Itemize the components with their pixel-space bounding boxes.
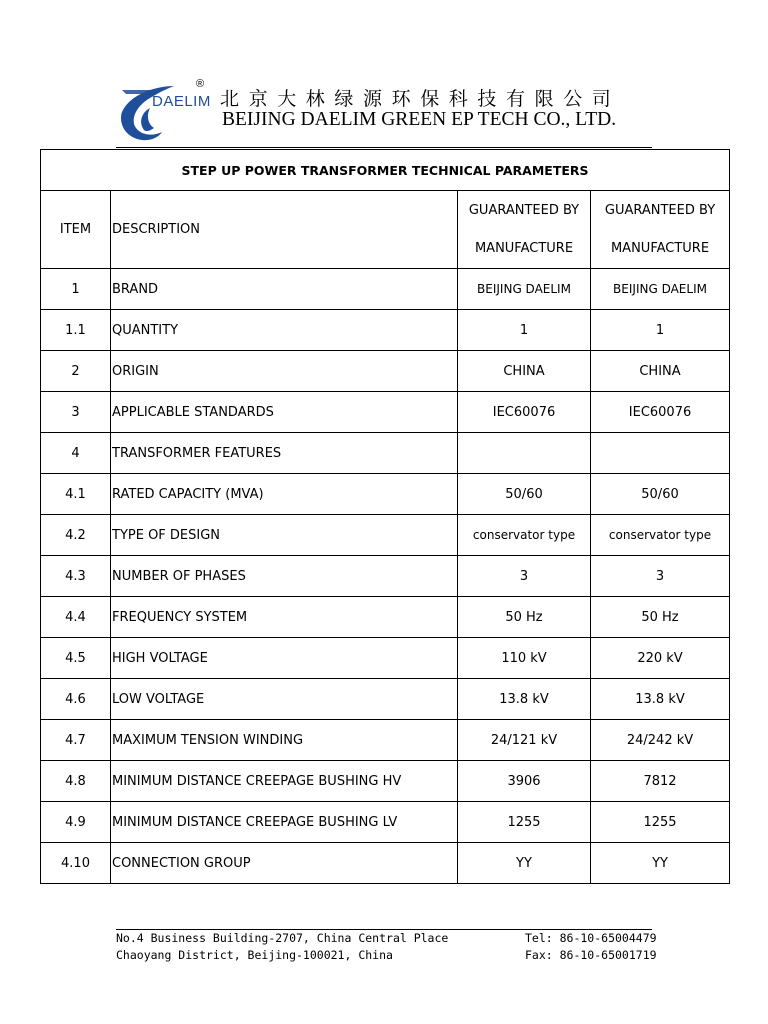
technical-parameters-table xyxy=(40,149,730,884)
row-value-col2: IEC60076 xyxy=(591,392,730,433)
row-value-col1: 24/121 kV xyxy=(458,720,591,761)
row-value-col2: conservator type xyxy=(591,515,730,556)
table-row xyxy=(41,269,730,310)
row-description: APPLICABLE STANDARDS xyxy=(111,392,458,433)
row-item-number: 2 xyxy=(41,351,111,392)
row-value-col1: BEIJING DAELIM xyxy=(458,269,591,310)
row-value-col2: 1255 xyxy=(591,802,730,843)
row-value-col1: conservator type xyxy=(458,515,591,556)
row-value-col1: 1255 xyxy=(458,802,591,843)
row-description: ORIGIN xyxy=(111,351,458,392)
logo-text: DAELIM xyxy=(152,93,211,110)
table-row xyxy=(41,556,730,597)
row-description: TRANSFORMER FEATURES xyxy=(111,433,458,474)
row-value-col2: 13.8 kV xyxy=(591,679,730,720)
row-value-col1: 110 kV xyxy=(458,638,591,679)
registered-mark: ® xyxy=(196,78,205,90)
row-value-col1: YY xyxy=(458,843,591,884)
table-row xyxy=(41,351,730,392)
row-value-col1: 1 xyxy=(458,310,591,351)
row-item-number: 4.9 xyxy=(41,802,111,843)
row-value-col1 xyxy=(458,433,591,474)
row-item-number: 4.5 xyxy=(41,638,111,679)
row-item-number: 4.2 xyxy=(41,515,111,556)
row-value-col2: 1 xyxy=(591,310,730,351)
footer-address-line1: No.4 Business Building-2707, China Central Place xyxy=(116,931,449,945)
table-row xyxy=(41,843,730,884)
header-guarantee-col1 xyxy=(458,191,591,269)
row-value-col2: 3 xyxy=(591,556,730,597)
company-logo xyxy=(116,76,216,146)
company-name-chinese: 北京大林绿源环保科技有限公司 xyxy=(220,88,621,110)
header-col1-line2: MANUFACTURE xyxy=(474,240,574,256)
table-row xyxy=(41,802,730,843)
row-value-col1: 50/60 xyxy=(458,474,591,515)
header-col1-line1: GUARANTEED BY xyxy=(468,202,580,218)
row-value-col2: 50 Hz xyxy=(591,597,730,638)
row-value-col2: BEIJING DAELIM xyxy=(591,269,730,310)
row-item-number: 4.3 xyxy=(41,556,111,597)
table-row xyxy=(41,433,730,474)
header-col2-line2: MANUFACTURE xyxy=(610,240,710,256)
row-item-number: 4.10 xyxy=(41,843,111,884)
row-description: MINIMUM DISTANCE CREEPAGE BUSHING LV xyxy=(111,802,458,843)
row-description: QUANTITY xyxy=(111,310,458,351)
row-value-col1: CHINA xyxy=(458,351,591,392)
table-row xyxy=(41,392,730,433)
row-description: CONNECTION GROUP xyxy=(111,843,458,884)
row-value-col2: CHINA xyxy=(591,351,730,392)
row-description: TYPE OF DESIGN xyxy=(111,515,458,556)
row-value-col2 xyxy=(591,433,730,474)
table-row xyxy=(41,761,730,802)
row-item-number: 4.8 xyxy=(41,761,111,802)
row-value-col2: YY xyxy=(591,843,730,884)
row-value-col2: 50/60 xyxy=(591,474,730,515)
row-value-col2: 220 kV xyxy=(591,638,730,679)
row-description: FREQUENCY SYSTEM xyxy=(111,597,458,638)
table-row xyxy=(41,720,730,761)
row-description: RATED CAPACITY (MVA) xyxy=(111,474,458,515)
table-header-row xyxy=(41,191,730,269)
header-col2-line1: GUARANTEED BY xyxy=(604,202,716,218)
footer-fax: Fax: 86-10-65001719 xyxy=(525,948,657,962)
footer-address-line2: Chaoyang District, Beijing-100021, China xyxy=(116,948,393,962)
row-item-number: 4.4 xyxy=(41,597,111,638)
table-row xyxy=(41,679,730,720)
header-item: ITEM xyxy=(41,191,111,269)
row-item-number: 4.1 xyxy=(41,474,111,515)
row-description: BRAND xyxy=(111,269,458,310)
footer-tel: Tel: 86-10-65004479 xyxy=(525,931,657,945)
row-value-col1: IEC60076 xyxy=(458,392,591,433)
header-description: DESCRIPTION xyxy=(111,191,458,269)
row-value-col1: 50 Hz xyxy=(458,597,591,638)
row-description: MAXIMUM TENSION WINDING xyxy=(111,720,458,761)
table-row xyxy=(41,597,730,638)
table-title-row xyxy=(41,150,730,191)
header-guarantee-col2 xyxy=(591,191,730,269)
row-item-number: 4.6 xyxy=(41,679,111,720)
table-row xyxy=(41,474,730,515)
row-value-col1: 3 xyxy=(458,556,591,597)
row-value-col2: 24/242 kV xyxy=(591,720,730,761)
row-description: MINIMUM DISTANCE CREEPAGE BUSHING HV xyxy=(111,761,458,802)
row-description: LOW VOLTAGE xyxy=(111,679,458,720)
letterhead xyxy=(116,76,656,146)
row-item-number: 1.1 xyxy=(41,310,111,351)
table-row xyxy=(41,638,730,679)
company-name-english: BEIJING DAELIM GREEN EP TECH CO., LTD. xyxy=(222,109,617,130)
row-value-col1: 3906 xyxy=(458,761,591,802)
table-title: STEP UP POWER TRANSFORMER TECHNICAL PARAMETERS xyxy=(41,150,730,191)
header-divider xyxy=(116,147,652,148)
row-description: HIGH VOLTAGE xyxy=(111,638,458,679)
row-item-number: 3 xyxy=(41,392,111,433)
footer-divider xyxy=(116,929,652,930)
row-item-number: 4 xyxy=(41,433,111,474)
row-value-col1: 13.8 kV xyxy=(458,679,591,720)
row-description: NUMBER OF PHASES xyxy=(111,556,458,597)
table-row xyxy=(41,515,730,556)
table-row xyxy=(41,310,730,351)
row-value-col2: 7812 xyxy=(591,761,730,802)
row-item-number: 1 xyxy=(41,269,111,310)
row-item-number: 4.7 xyxy=(41,720,111,761)
